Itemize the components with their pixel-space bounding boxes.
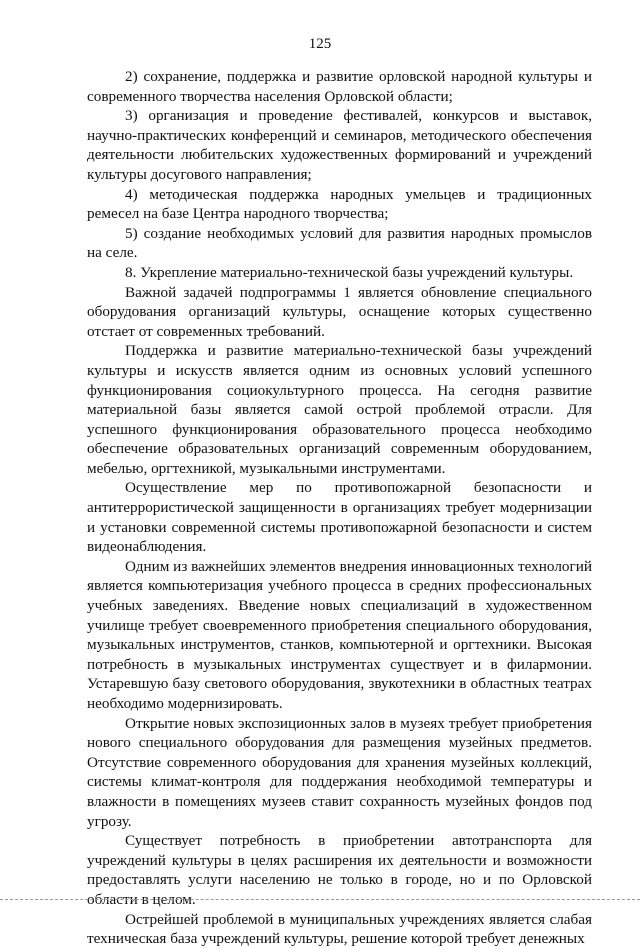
paragraph: Осуществление мер по противопожарной безопасности и антитеррористической защищенности в организациях требует модернизации и установки современной системы противопожарной безопасности и систем видеонаблюдения. [87,479,592,556]
paragraph: 3) организация и проведение фестивалей, конкурсов и выставок, научно-практических конференций и семинаров, методического обеспечения деятельности любительских художественных формирований и учреждений культуры досугового направления; [87,107,592,183]
paragraph: 5) создание необходимых условий для развития народных промыслов на селе. [87,224,592,262]
paragraph: Важной задачей подпрограммы 1 является обновление специального оборудования организаций культуры, оснащение которых существенно отстает от современных требований. [87,283,592,340]
paragraph: 4) методическая поддержка народных умельцев и традиционных ремесел на базе Центра народного творчества; [87,185,592,223]
paragraph: 2) сохранение, поддержка и развитие орловской народной культуры и современного творчества населения Орловской области; [87,68,592,105]
document-body [87,67,592,949]
paragraph: Открытие новых экспозиционных залов в музеях требует приобретения нового специального оборудования для размещения музейных предметов. Отсутствие современного оборудования для хранения музейных коллекций, системы климат-контроля для поддержания необходимой температуры и влажности в помещениях музеев ставит сохранность музейных фондов под угрозу. [87,714,592,830]
section-heading: 8. Укрепление материально-технической базы учреждений культуры. [125,263,574,281]
page-number: 125 [308,36,332,52]
page-bottom-edge [0,899,640,900]
paragraph: Одним из важнейших элементов внедрения инновационных технологий является компьютеризация учебного процесса в средних профессиональных учебных заведениях. Введение новых специализаций в художественном училище требует своевременного приобретения специального оборудования, музыкальных инструментов, станков, компьютерной и оргтехники. Высокая потребность в музыкальных инструментах существует и в филармонии. Устаревшую базу светового оборудования, звукотехники в областных театрах необходимо модернизировать. [87,557,592,712]
paragraph: Существует потребность в приобретении автотранспорта для учреждений культуры в целях расширения их деятельности и возможности предоставлять услуги населению не только в городе, но и по Орловской области в целом. [87,832,592,908]
paragraph: Острейшей проблемой в муниципальных учреждениях является слабая техническая база учреждений культуры, решение которой требует денежных [87,910,592,948]
paragraph: Поддержка и развитие материально-технической базы учреждений культуры и искусств является одним из основных условий успешного функционирования социокультурного процесса. На сегодня развитие материальной базы является самой острой проблемой отрасли. Для успешного функционирования образовательного процесса необходимо обеспечение образовательных организаций современным оборудованием, мебелью, оргтехникой, музыкальными инструментами. [87,342,592,477]
